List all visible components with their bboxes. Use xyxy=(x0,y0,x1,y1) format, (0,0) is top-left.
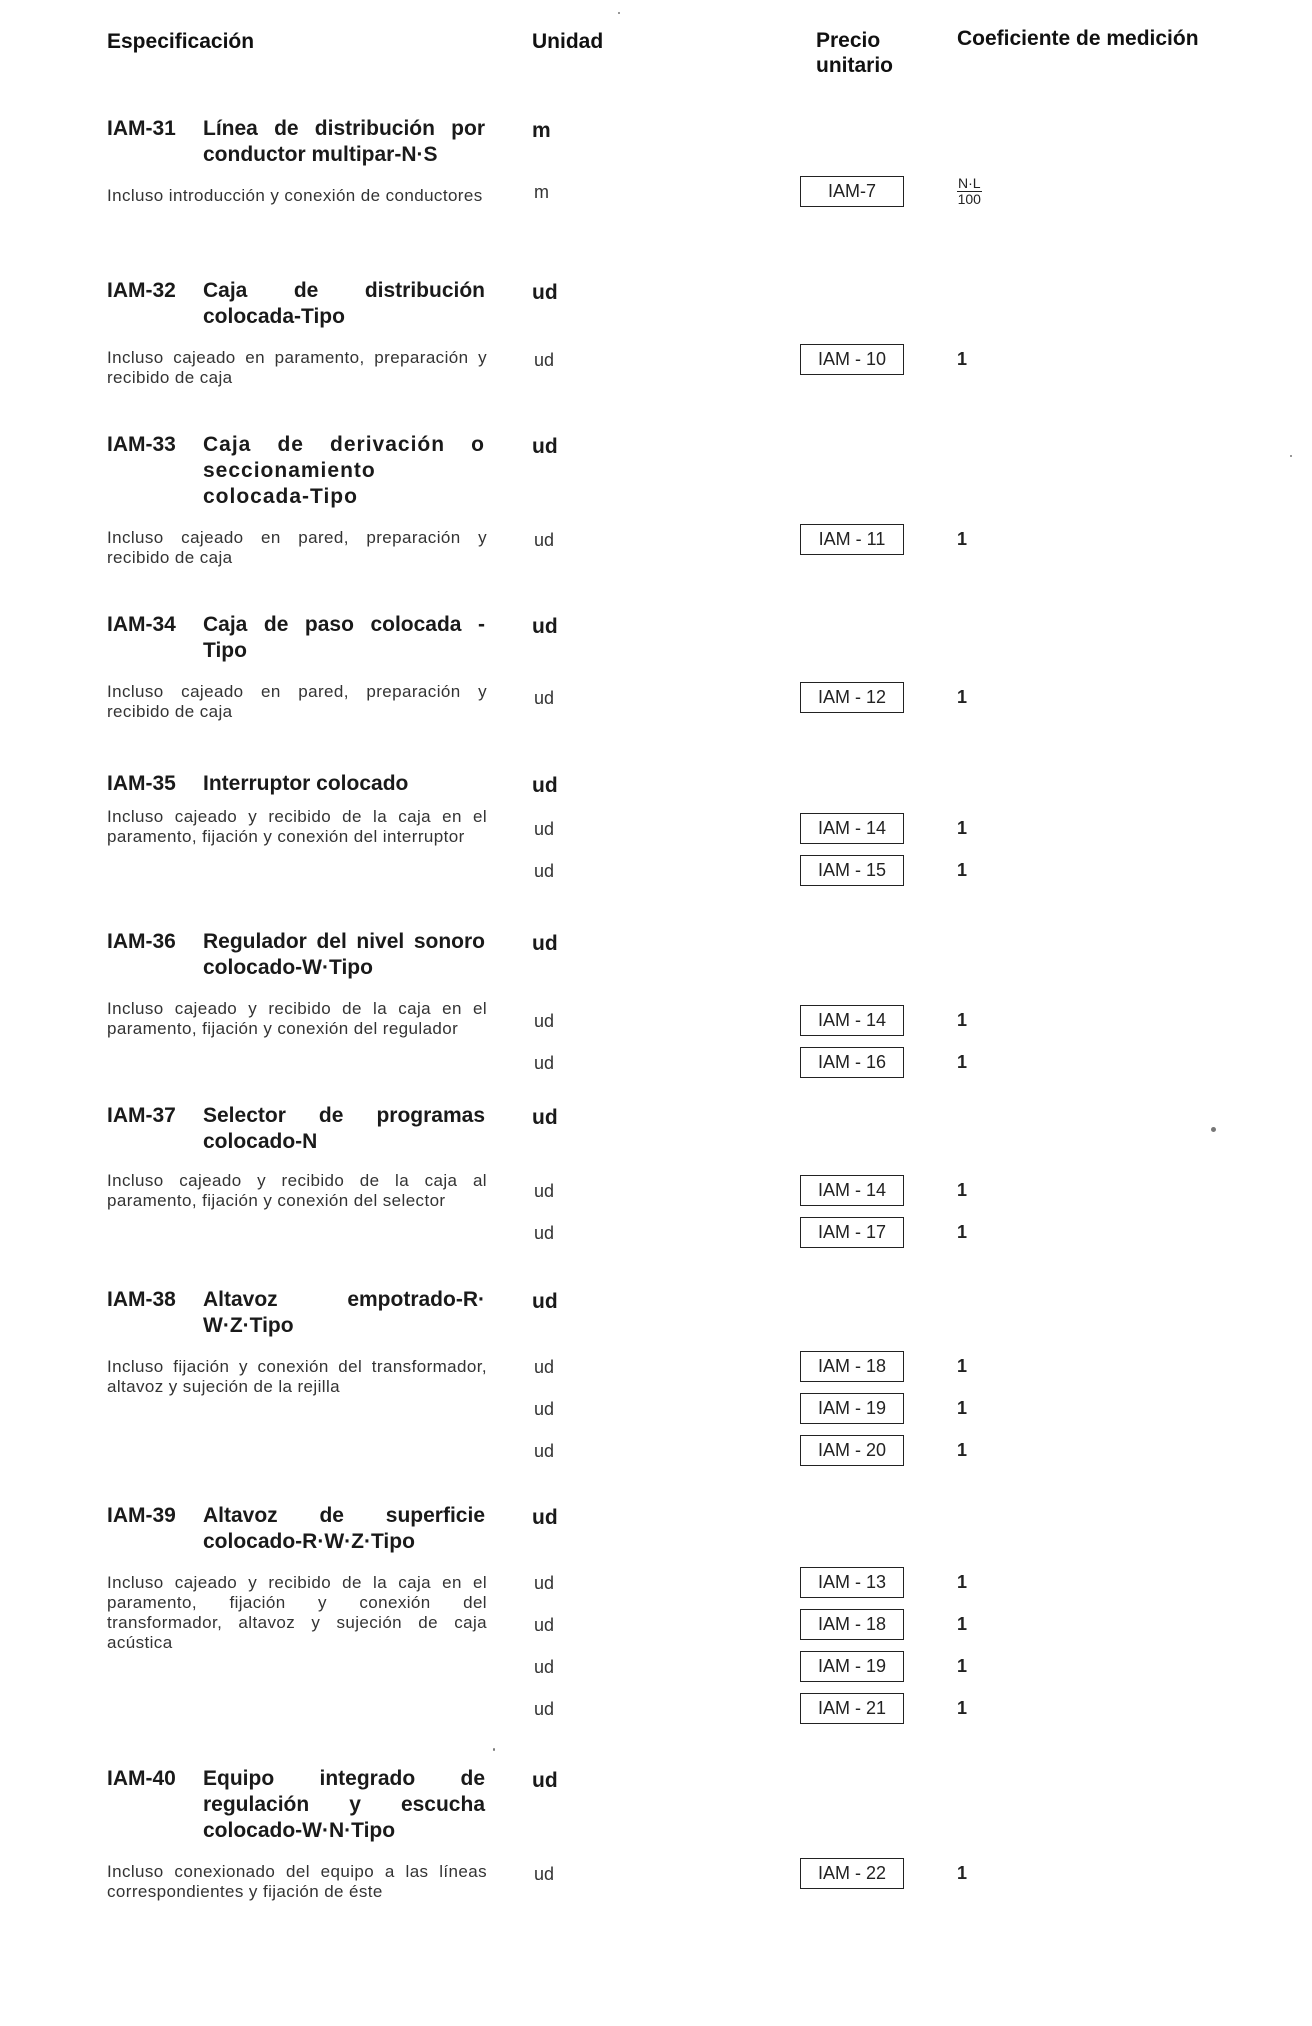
unit-price-box: IAM - 10 xyxy=(800,344,904,375)
coef-value: 1 xyxy=(957,1222,968,1242)
entry-title: Interruptor colocado xyxy=(203,772,409,795)
coef-fraction xyxy=(957,176,982,207)
unit-price-box: IAM - 22 xyxy=(800,1858,904,1889)
entry-code: IAM-31 xyxy=(107,117,176,140)
entry-description: Incluso cajeado y recibido de la caja en el paramento, fijación y conexión del regulador xyxy=(107,999,487,1038)
entry-row xyxy=(0,1693,1312,1727)
row-unit: ud xyxy=(534,1864,555,1884)
entry-row xyxy=(0,176,1312,210)
row-unit: ud xyxy=(534,1053,555,1073)
unit-price-box: IAM - 14 xyxy=(800,813,904,844)
entry-code: IAM-36 xyxy=(107,930,176,953)
entry-row xyxy=(0,813,1312,847)
entry-row xyxy=(0,1393,1312,1427)
row-unit: ud xyxy=(534,1699,555,1719)
unit-price-box: IAM - 18 xyxy=(800,1351,904,1382)
scan-speck xyxy=(493,1748,495,1751)
row-unit: ud xyxy=(534,819,555,839)
entry-title: Caja de paso colocada -Tipo xyxy=(203,613,485,662)
coef-value: 1 xyxy=(957,1572,968,1592)
row-unit: ud xyxy=(534,350,555,370)
entry-title: Línea de distribución por conductor multipar-N·S xyxy=(203,117,485,166)
coef-value: 1 xyxy=(957,1614,968,1634)
coef-value: 1 xyxy=(957,1180,968,1200)
entry-unit: ud xyxy=(532,1106,558,1129)
entry-row xyxy=(0,1351,1312,1385)
entry-code: IAM-35 xyxy=(107,772,176,795)
unit-price-box: IAM - 21 xyxy=(800,1693,904,1724)
entry-unit: ud xyxy=(532,435,558,458)
coef-value: 1 xyxy=(957,1356,968,1376)
entry-unit: ud xyxy=(532,1769,558,1792)
scan-speck xyxy=(618,12,620,14)
coef-value: 1 xyxy=(957,1863,968,1883)
entry-row xyxy=(0,682,1312,716)
entry-unit: ud xyxy=(532,1290,558,1313)
unit-price-box: IAM - 19 xyxy=(800,1651,904,1682)
unit-price-box: IAM - 16 xyxy=(800,1047,904,1078)
unit-price-box: IAM - 18 xyxy=(800,1609,904,1640)
unit-price-box: IAM-7 xyxy=(800,176,904,207)
entry-row xyxy=(0,1858,1312,1892)
row-unit: ud xyxy=(534,1657,555,1677)
entry-unit: ud xyxy=(532,774,558,797)
coef-value: 1 xyxy=(957,1698,968,1718)
scan-speck xyxy=(1211,1127,1216,1132)
unit-price-box: IAM - 15 xyxy=(800,855,904,886)
entry-row xyxy=(0,1047,1312,1081)
entry-row xyxy=(0,855,1312,889)
entry-unit: ud xyxy=(532,615,558,638)
entry-unit: ud xyxy=(532,281,558,304)
entry-row xyxy=(0,1567,1312,1601)
entry-title: Equipo integrado de regulación y escucha colocado-W·N·Tipo xyxy=(203,1767,485,1842)
entry-description: Incluso introducción y conexión de conductores xyxy=(107,186,483,205)
row-unit: ud xyxy=(534,1399,555,1419)
row-unit: ud xyxy=(534,688,555,708)
row-unit: ud xyxy=(534,1615,555,1635)
unit-price-box: IAM - 12 xyxy=(800,682,904,713)
coef-numerator: N·L xyxy=(958,175,981,191)
entry-description: Incluso conexionado del equipo a las líneas correspondientes y fijación de éste xyxy=(107,1862,487,1901)
row-unit: ud xyxy=(534,1441,555,1461)
unit-price-box: IAM - 14 xyxy=(800,1175,904,1206)
header-coef: Coeficiente de medición xyxy=(957,27,1199,50)
unit-price-box: IAM - 14 xyxy=(800,1005,904,1036)
entry-row xyxy=(0,1217,1312,1251)
row-unit: ud xyxy=(534,1011,555,1031)
coef-value: 1 xyxy=(957,1052,968,1072)
entry-description: Incluso cajeado en pared, preparación y recibido de caja xyxy=(107,528,487,567)
row-unit: ud xyxy=(534,1223,555,1243)
entry-row xyxy=(0,1651,1312,1685)
entry-description: Incluso cajeado en paramento, preparación y recibido de caja xyxy=(107,348,487,387)
row-unit: ud xyxy=(534,530,555,550)
entry-description: Incluso cajeado y recibido de la caja en el paramento, fijación y conexión del interruptor xyxy=(107,807,487,846)
row-unit: m xyxy=(534,182,549,202)
scan-speck xyxy=(1290,455,1292,457)
entry-code: IAM-40 xyxy=(107,1767,176,1790)
coef-value: 1 xyxy=(957,1440,968,1460)
entry-row xyxy=(0,1175,1312,1209)
entry-title: Caja de distribución colocada-Tipo xyxy=(203,279,485,328)
entry-title: Altavoz empotrado-R· W·Z·Tipo xyxy=(203,1288,485,1337)
entry-unit: ud xyxy=(532,1506,558,1529)
entry-description: Incluso fijación y conexión del transformador, altavoz y sujeción de la rejilla xyxy=(107,1357,487,1396)
entry-row xyxy=(0,1435,1312,1469)
entry-title: Altavoz de superficie colocado-R·W·Z·Tipo xyxy=(203,1504,485,1553)
coef-denominator: 100 xyxy=(957,191,981,207)
header-spec: Especificación xyxy=(107,30,255,53)
unit-price-box: IAM - 17 xyxy=(800,1217,904,1248)
coef-value: 1 xyxy=(957,1010,968,1030)
coef-value: 1 xyxy=(957,529,968,549)
row-unit: ud xyxy=(534,1573,555,1593)
entry-row xyxy=(0,1609,1312,1643)
row-unit: ud xyxy=(534,861,555,881)
entry-code: IAM-38 xyxy=(107,1288,176,1311)
row-unit: ud xyxy=(534,1357,555,1377)
unit-price-box: IAM - 13 xyxy=(800,1567,904,1598)
entry-code: IAM-33 xyxy=(107,433,176,456)
entry-description: Incluso cajeado y recibido de la caja en el paramento, fijación y conexión del transformador, altavoz y sujeción de caja acústica xyxy=(107,1573,487,1652)
unit-price-box: IAM - 11 xyxy=(800,524,904,555)
coef-value: 1 xyxy=(957,818,968,838)
entry-description: Incluso cajeado y recibido de la caja al paramento, fijación y conexión del selector xyxy=(107,1171,487,1210)
entry-row xyxy=(0,1005,1312,1039)
unit-price-box: IAM - 19 xyxy=(800,1393,904,1424)
entry-code: IAM-39 xyxy=(107,1504,176,1527)
entry-code: IAM-32 xyxy=(107,279,176,302)
coef-value: 1 xyxy=(957,1398,968,1418)
entry-description: Incluso cajeado en pared, preparación y recibido de caja xyxy=(107,682,487,721)
row-unit: ud xyxy=(534,1181,555,1201)
entry-unit: ud xyxy=(532,932,558,955)
entry-row xyxy=(0,344,1312,378)
entry-row xyxy=(0,524,1312,558)
coef-value: 1 xyxy=(957,860,968,880)
entry-unit: m xyxy=(532,119,551,142)
entry-title: Regulador del nivel sonoro colocado-W·Tipo xyxy=(203,930,485,979)
coef-value: 1 xyxy=(957,687,968,707)
coef-value: 1 xyxy=(957,1656,968,1676)
coef-value: 1 xyxy=(957,349,968,369)
unit-price-box: IAM - 20 xyxy=(800,1435,904,1466)
entry-title: Caja de derivación o seccionamiento colocada-Tipo xyxy=(203,433,485,508)
entry-code: IAM-37 xyxy=(107,1104,176,1127)
header-price: Precio unitario xyxy=(816,29,893,77)
header-unit: Unidad xyxy=(532,30,604,53)
entry-title: Selector de programas colocado-N xyxy=(203,1104,485,1153)
entry-code: IAM-34 xyxy=(107,613,176,636)
